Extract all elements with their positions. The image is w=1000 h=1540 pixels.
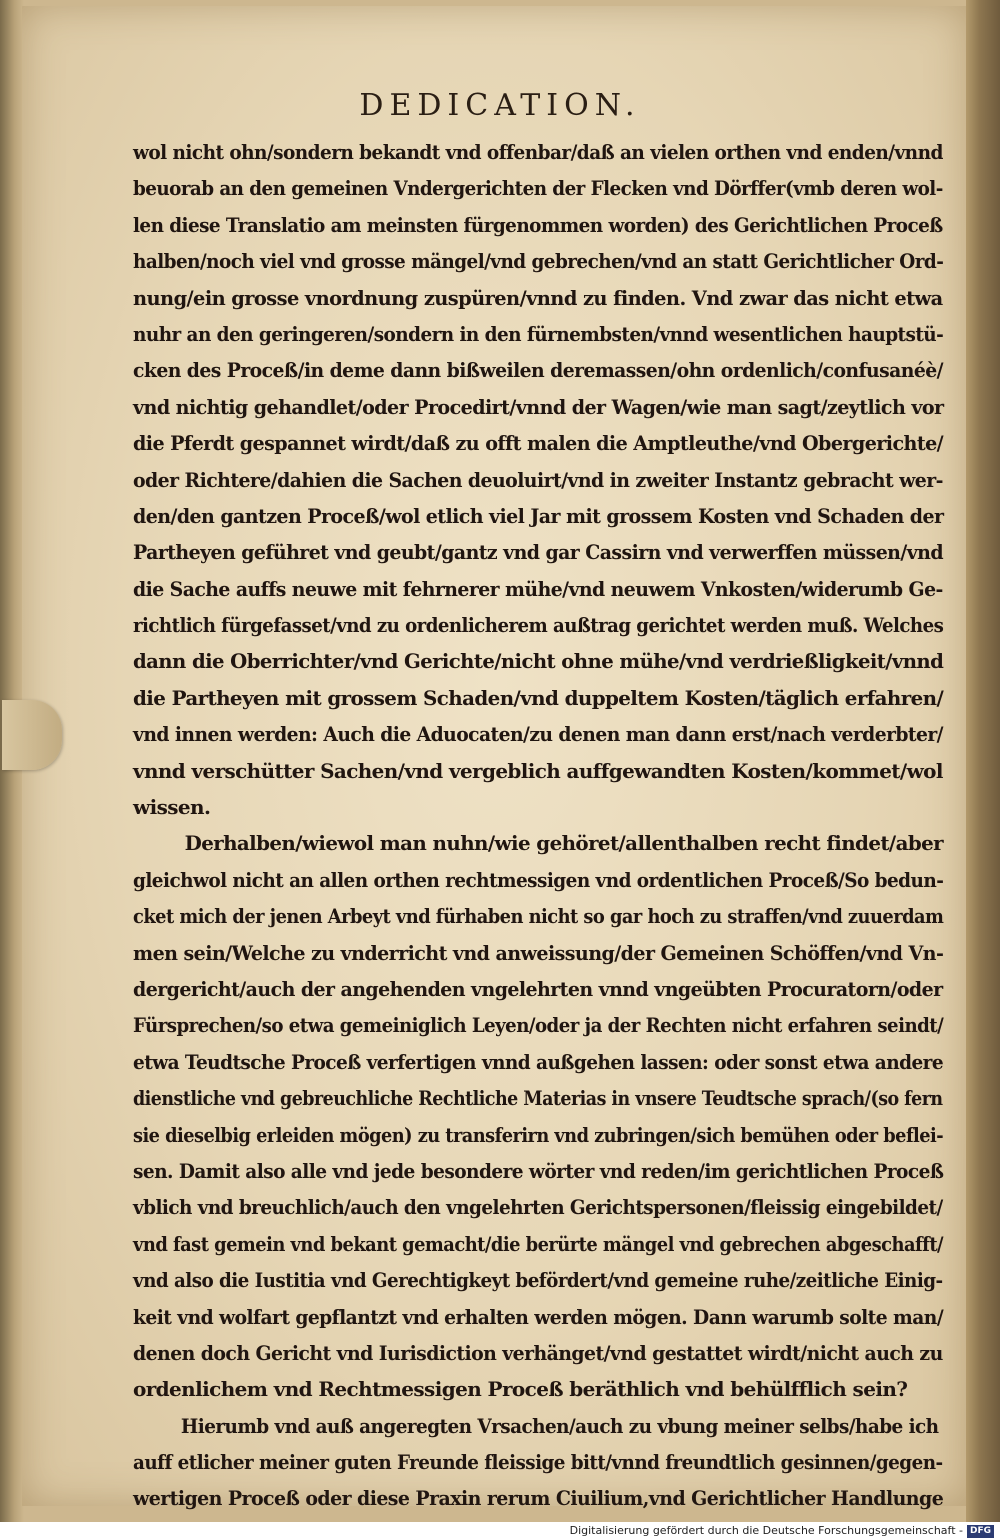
- text-line: den/den gantzen Proceß/wol etlich viel Jar mit grossem Kosten vnd Schaden der: [133, 503, 944, 528]
- text-line: beuorab an den gemeinen Vndergerichten der Flecken vnd Dörffer(vmb deren wol-: [133, 176, 943, 201]
- text-line: denen doch Gericht vnd Iurisdiction verhänget/vnd gestattet wirdt/nicht auch zu: [133, 1340, 943, 1365]
- text-line: vnd also die Iustitia vnd Gerechtigkeyt befördert/vnd gemeine ruhe/zeitliche Einig-: [133, 1268, 943, 1293]
- text-line: keit vnd wolfart gepflantzt vnd erhalten werden mögen. Dann warumb solte man/: [133, 1304, 944, 1329]
- text-line: vnd fast gemein vnd bekant gemacht/die berürte mängel vnd gebrechen abgeschafft/: [133, 1231, 944, 1256]
- book-cover-edge: [966, 0, 1000, 1522]
- paragraph-start-line: Hierumb vnd auß angeregten Vrsachen/auch zu vbung meiner selbs/habe ich: [180, 1413, 939, 1438]
- text-line: sie dieselbig erleiden mögen) zu transferirn vnd zubringen/sich bemühen oder beflei-: [133, 1122, 944, 1147]
- text-line: ordenlichem vnd Rechtmessigen Proceß beräthlich vnd behülfflich sein?: [133, 1377, 908, 1402]
- text-line: nuhr an den geringeren/sondern in den fürnembsten/vnnd wesentlichen hauptstü-: [133, 321, 944, 346]
- dfg-logo-icon: DFG: [967, 1525, 994, 1538]
- text-line: Fürsprechen/so etwa gemeiniglich Leyen/oder ja der Rechten nicht erfahren seindt/: [133, 1013, 944, 1038]
- text-line: die Sache auffs neuwe mit fehrnerer mühe/vnd neuwem Vnkosten/widerumb Ge-: [133, 576, 943, 601]
- text-line: die Pferdt gespannet wirdt/daß zu offt malen die Amptleuthe/vnd Obergerichte/: [133, 431, 944, 456]
- text-line: dann die Oberrichter/vnd Gerichte/nicht ohne mühe/vnd verdrießligkeit/vnnd: [133, 649, 944, 674]
- credit-text: Digitalisierung gefördert durch die Deutsche Forschungsgemeinschaft -: [569, 1524, 963, 1537]
- text-line: auff etlicher meiner guten Freunde fleissige bitt/vnnd freundtlich gesinnen/gegen-: [133, 1450, 943, 1475]
- text-line: Partheyen geführet vnd geubt/gantz vnd gar Cassirn vnd verwerffen müssen/vnd: [133, 540, 944, 565]
- text-line: gleichwol nicht an allen orthen rechtmessigen vnd ordentlichen Proceß/So bedun-: [133, 867, 944, 892]
- text-line: etwa Teudtsche Proceß verfertigen vnnd außgehen lassen: oder sonst etwa andere: [133, 1049, 944, 1074]
- text-line: cket mich der jenen Arbeyt vnd fürhaben nicht so gar hoch zu straffen/vnd zuuerdam: [133, 904, 944, 929]
- text-line: len diese Translatio am meinsten fürgenommen worden) des Gerichtlichen Proceß: [133, 212, 943, 237]
- text-line: richtlich fürgefasset/vnd zu ordenlicherem außtrag gerichtet werden muß. Welches: [133, 613, 944, 638]
- text-line: die Partheyen mit grossem Schaden/vnd duppeltem Kosten/täglich erfahren/: [133, 685, 944, 710]
- text-line: cken des Proceß/in deme dann bißweilen deremassen/ohn ordenlich/confusanéè/: [133, 358, 943, 383]
- body-text: [133, 134, 943, 1522]
- text-line: halben/noch viel vnd grosse mängel/vnd gebrechen/vnd an statt Gerichtlicher Ord-: [133, 249, 944, 274]
- text-line: wol nicht ohn/sondern bekandt vnd offenbar/daß an vielen orthen vnd enden/vnnd: [133, 140, 943, 164]
- text-line: vblich vnd breuchlich/auch den vngelehrten Gerichtspersonen/fleissig eingebildet/: [133, 1195, 943, 1220]
- page-heading: DEDICATION.: [359, 88, 641, 123]
- text-line: nung/ein grosse vnordnung zuspüren/vnnd zu finden. Vnd zwar das nicht etwa: [133, 285, 943, 310]
- text-line: wissen.: [133, 795, 211, 820]
- text-line: vnd nichtig gehandlet/oder Procedirt/vnnd der Wagen/wie man sagt/zeytlich vor: [133, 394, 944, 419]
- text-line: dienstliche vnd gebreuchliche Rechtliche Materias in vnsere Teudtsche sprach/(so fern: [133, 1086, 943, 1111]
- text-line: oder Richtere/dahien die Sachen deuoluirt/vnd in zweiter Instantz gebracht wer-: [133, 467, 943, 492]
- text-line: wertigen Proceß oder diese Praxin rerum Ciuilium,vnd Gerichtlicher Handlunge: [133, 1486, 944, 1511]
- page-clip-tab: [2, 700, 62, 770]
- text-line: men sein/Welche zu vnderricht vnd anweissung/der Gemeinen Schöffen/vnd Vn-: [133, 940, 944, 965]
- text-line: dergericht/auch der angehenden vngelehrten vnnd vngeübten Procuratorn/oder: [133, 976, 943, 1001]
- text-line: vnnd verschütter Sachen/vnd vergeblich auffgewandten Kosten/kommet/wol: [133, 758, 943, 783]
- digitization-credit: [570, 1522, 994, 1540]
- text-line: sen. Damit also alle vnd jede besondere wörter vnd reden/im gerichtlichen Proceß: [133, 1158, 944, 1183]
- text-line: vnd innen werden: Auch die Aduocaten/zu denen man dann erst/nach verderbter/: [133, 722, 943, 747]
- paragraph-start-line: Derhalben/wiewol man nuhn/wie gehöret/allenthalben recht findet/aber: [184, 831, 944, 856]
